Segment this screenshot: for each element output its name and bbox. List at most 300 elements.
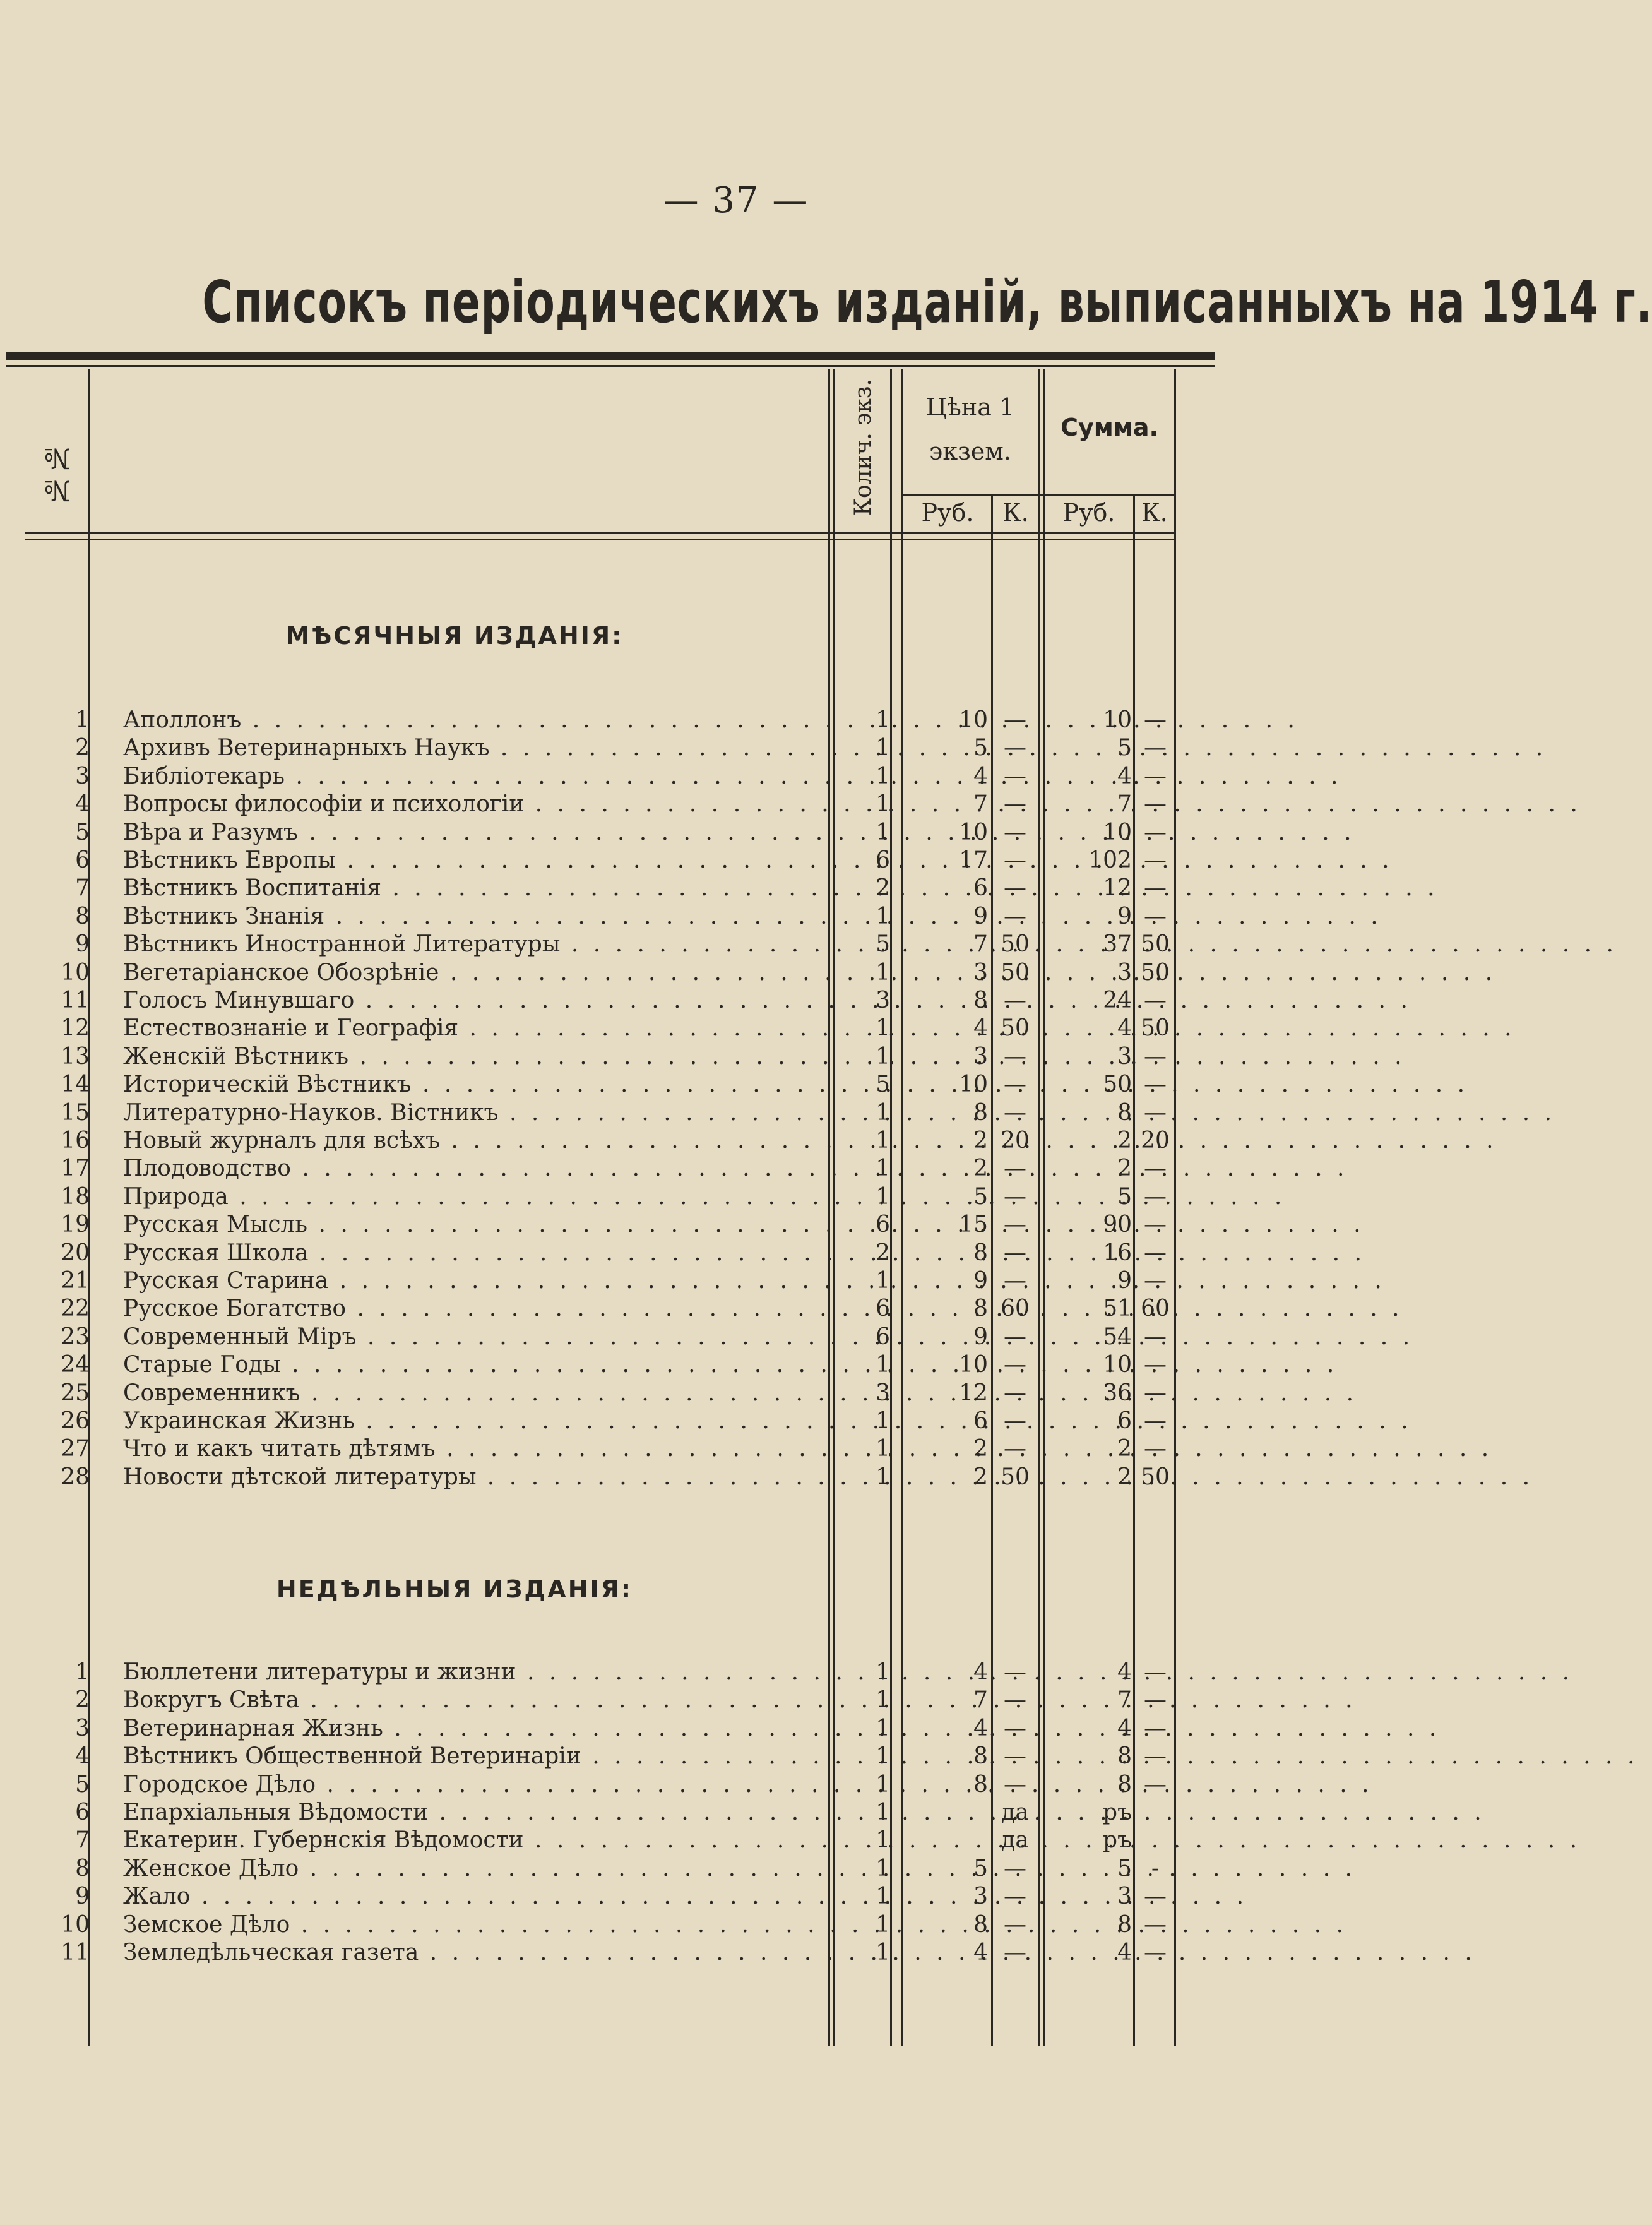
- table-row: [0, 763, 1199, 790]
- sum-kop: —: [1144, 1071, 1167, 1098]
- row-number: 25: [61, 1380, 90, 1406]
- row-number: 15: [61, 1099, 90, 1126]
- sum-rub: 24: [1103, 987, 1132, 1013]
- sum-rub: 5: [1117, 1183, 1132, 1210]
- price-rub: 7: [973, 1687, 988, 1714]
- price-kop: —: [1004, 1687, 1026, 1714]
- price-rub: 9: [973, 1323, 988, 1350]
- publication-name: Естествознаніе и Географія . . .: [123, 1015, 811, 1042]
- sum-kop: —: [1144, 707, 1167, 733]
- quantity: 1: [876, 903, 890, 929]
- price-rub: 4: [973, 1659, 988, 1685]
- price-kop: да: [1001, 1799, 1029, 1825]
- sum-rub: 3: [1117, 1043, 1132, 1070]
- publication-name: Что и какъ читать дѣтямъ . . .: [123, 1435, 811, 1463]
- publication-name: Вѣстникъ Европы . . .: [123, 847, 811, 874]
- header-subrule: [901, 494, 1174, 496]
- sum-kop: —: [1144, 1323, 1167, 1350]
- sum-rub: 6: [1117, 1408, 1132, 1434]
- table-row: [0, 1827, 1199, 1854]
- publication-name: Ветеринарная Жизнь . . .: [123, 1715, 811, 1743]
- price-kop: —: [1004, 1883, 1026, 1910]
- quantity: 1: [876, 1883, 890, 1910]
- sum-kop: —: [1144, 735, 1167, 761]
- row-number: 6: [75, 847, 90, 873]
- row-number: 7: [75, 1827, 90, 1854]
- price-rub: 5: [973, 735, 988, 761]
- sum-kop: 20: [1141, 1128, 1170, 1154]
- table-row: [0, 931, 1199, 958]
- price-rub: 9: [973, 1268, 988, 1294]
- quantity: 3: [876, 1380, 890, 1406]
- price-kop: —: [1004, 1071, 1026, 1098]
- price-kop: —: [1004, 1352, 1026, 1378]
- price-rub: 8: [973, 1911, 988, 1938]
- publication-name: Русская Старина . . .: [123, 1267, 811, 1295]
- sum-rub: 9: [1117, 903, 1132, 929]
- row-number: 8: [75, 1855, 90, 1882]
- publication-name: Природа . . .: [123, 1183, 811, 1211]
- publication-name: Старые Годы . . .: [123, 1351, 811, 1379]
- table-row: [0, 734, 1199, 762]
- quantity: 1: [876, 1268, 890, 1294]
- sum-rub: 4: [1117, 763, 1132, 789]
- price-rub: 8: [973, 1296, 988, 1322]
- publication-name: Плодоводство . . .: [123, 1155, 811, 1183]
- price-rub: 2: [973, 1128, 988, 1154]
- quantity: 1: [876, 707, 890, 733]
- table-row: [0, 1295, 1199, 1323]
- table-row: [0, 1771, 1199, 1799]
- table-row: [0, 959, 1199, 987]
- quantity: 1: [876, 1911, 890, 1938]
- quantity: 1: [876, 735, 890, 761]
- sum-kop: —: [1144, 1436, 1167, 1462]
- sum-rub: 3: [1117, 959, 1132, 986]
- sum-kop: 50: [1141, 931, 1170, 958]
- publication-name: Екатерин. Губернскія Вѣдомости . . .: [123, 1827, 811, 1854]
- table-row: [0, 1435, 1199, 1463]
- publication-name: Вегетаріанское Обозрѣніе . . .: [123, 959, 811, 987]
- price-rub: 10: [959, 707, 988, 733]
- row-number: 13: [61, 1043, 90, 1070]
- sum-kop: —: [1144, 819, 1167, 845]
- sum-kop: —: [1144, 1659, 1167, 1685]
- sum-rub: 8: [1117, 1911, 1132, 1938]
- header-price-kop: К.: [1002, 499, 1029, 527]
- publication-name: Вѣстникъ Иностранной Литературы . . .: [123, 931, 811, 958]
- price-rub: 2: [973, 1155, 988, 1182]
- row-number: 2: [75, 735, 90, 761]
- price-kop: —: [1004, 763, 1026, 789]
- price-rub: 12: [959, 1380, 988, 1406]
- row-number: 28: [61, 1464, 90, 1490]
- sum-rub: 10: [1103, 707, 1132, 733]
- price-kop: —: [1004, 1099, 1026, 1126]
- sum-kop: —: [1144, 1940, 1167, 1966]
- page-number: — 37 —: [663, 180, 809, 221]
- table-row: [0, 1743, 1199, 1770]
- table-row: [0, 1211, 1199, 1239]
- row-number: 12: [61, 1015, 90, 1042]
- publication-name: Вѣстникъ Воспитанія . . .: [123, 874, 811, 902]
- quantity: 1: [876, 1715, 890, 1741]
- table-row: [0, 1071, 1199, 1099]
- table-row: [0, 1099, 1199, 1127]
- price-kop: —: [1004, 1659, 1026, 1685]
- row-number: 5: [75, 819, 90, 845]
- price-kop: —: [1004, 1940, 1026, 1966]
- price-kop: —: [1004, 1408, 1026, 1434]
- table-row: [0, 819, 1199, 847]
- table-row: [0, 1715, 1199, 1743]
- sum-rub: ръ: [1103, 1799, 1132, 1825]
- quantity: 1: [876, 819, 890, 845]
- price-kop: —: [1004, 1715, 1026, 1741]
- row-number: 26: [61, 1408, 90, 1434]
- sum-rub: 51: [1103, 1296, 1132, 1322]
- sum-kop: —: [1144, 1408, 1167, 1434]
- table-row: [0, 1183, 1199, 1211]
- quantity: 1: [876, 1659, 890, 1685]
- quantity: 1: [876, 1855, 890, 1882]
- table-row: [0, 1267, 1199, 1295]
- sum-kop: —: [1144, 1155, 1167, 1182]
- sum-kop: —: [1144, 763, 1167, 789]
- price-rub: 2: [973, 1464, 988, 1490]
- publication-name: Вѣстникъ Знанія . . .: [123, 903, 811, 931]
- quantity: 1: [876, 1043, 890, 1070]
- sum-kop: —: [1144, 1043, 1167, 1070]
- publication-name: Епархіальныя Вѣдомости . . .: [123, 1799, 811, 1827]
- sum-kop: —: [1144, 1268, 1167, 1294]
- table-row: [0, 1015, 1199, 1042]
- quantity: 1: [876, 1183, 890, 1210]
- quantity: 5: [876, 931, 890, 958]
- price-kop: да: [1001, 1827, 1029, 1854]
- publication-name: Архивъ Ветеринарныхъ Наукъ . . .: [123, 734, 811, 762]
- table-row: [0, 1464, 1199, 1491]
- price-kop: 20: [1001, 1128, 1030, 1154]
- table-row: [0, 874, 1199, 902]
- sum-rub: 4: [1117, 1940, 1132, 1966]
- price-kop: —: [1004, 1212, 1026, 1238]
- sum-rub: 2: [1117, 1128, 1132, 1154]
- sum-kop: —: [1144, 1352, 1167, 1378]
- header-bottom-rule: [25, 532, 1174, 534]
- table-row: [0, 1911, 1199, 1939]
- price-rub: 8: [973, 1099, 988, 1126]
- price-kop: —: [1004, 1239, 1026, 1266]
- price-kop: —: [1004, 735, 1026, 761]
- table-row: [0, 1407, 1199, 1435]
- table-row: [0, 987, 1199, 1015]
- sum-kop: —: [1144, 987, 1167, 1013]
- price-rub: 4: [973, 1715, 988, 1741]
- quantity: 1: [876, 1015, 890, 1042]
- publication-name: Русская Мысль . . .: [123, 1211, 811, 1239]
- sum-kop: —: [1144, 903, 1167, 929]
- quantity: 1: [876, 1743, 890, 1770]
- price-rub: 5: [973, 1855, 988, 1882]
- price-kop: —: [1004, 1183, 1026, 1210]
- sum-rub: 12: [1103, 875, 1132, 902]
- publication-name: Бюллетени литературы и жизни . . .: [123, 1659, 811, 1686]
- row-number: 21: [61, 1268, 90, 1294]
- section-heading-monthly: МѢСЯЧНЫЯ ИЗДАНІЯ:: [285, 622, 624, 650]
- sum-rub: 4: [1117, 1015, 1132, 1042]
- publication-name: Вѣра и Разумъ . . .: [123, 819, 811, 847]
- table-row: [0, 1855, 1199, 1883]
- sum-kop: —: [1144, 1687, 1167, 1714]
- header-sum: Сумма.: [1061, 414, 1158, 441]
- price-kop: —: [1004, 847, 1026, 873]
- quantity: 1: [876, 763, 890, 789]
- row-number: 9: [75, 931, 90, 958]
- publication-name: Библіотекарь . . .: [123, 763, 811, 790]
- publication-name: Новости дѣтской литературы . . .: [123, 1464, 811, 1491]
- sum-kop: —: [1144, 1239, 1167, 1266]
- publication-name: Историческій Вѣстникъ . . .: [123, 1071, 811, 1099]
- row-number: 10: [61, 959, 90, 986]
- row-number: 20: [61, 1239, 90, 1266]
- price-rub: 6: [973, 1408, 988, 1434]
- sum-kop: —: [1144, 1911, 1167, 1938]
- price-rub: 17: [959, 847, 988, 873]
- table-row: [0, 1686, 1199, 1714]
- sum-kop: —: [1144, 875, 1167, 902]
- row-number: 10: [61, 1911, 90, 1938]
- publication-name: Украинская Жизнь . . .: [123, 1407, 811, 1435]
- quantity: 1: [876, 1687, 890, 1714]
- sum-kop: 50: [1141, 1015, 1170, 1042]
- price-kop: 50: [1001, 959, 1030, 986]
- row-number: 22: [61, 1296, 90, 1322]
- quantity: 6: [876, 1323, 890, 1350]
- price-rub: 10: [959, 819, 988, 845]
- price-rub: 8: [973, 1771, 988, 1798]
- sum-rub: 9: [1117, 1268, 1132, 1294]
- price-rub: 2: [973, 1436, 988, 1462]
- table-row: [0, 903, 1199, 931]
- price-kop: —: [1004, 1268, 1026, 1294]
- sum-kop: —: [1144, 1099, 1167, 1126]
- sum-kop: —: [1144, 1743, 1167, 1770]
- row-number: 3: [75, 1715, 90, 1741]
- header-price-rub: Руб.: [921, 499, 974, 527]
- table-row: [0, 1883, 1199, 1911]
- price-rub: 4: [973, 1015, 988, 1042]
- sum-rub: 2: [1117, 1436, 1132, 1462]
- quantity: 1: [876, 791, 890, 818]
- quantity: 1: [876, 1128, 890, 1154]
- publication-name: Вокругъ Свѣта . . .: [123, 1686, 811, 1714]
- row-number: 14: [61, 1071, 90, 1098]
- sum-rub: 16: [1103, 1239, 1132, 1266]
- price-rub: 10: [959, 1352, 988, 1378]
- price-kop: 50: [1001, 1015, 1030, 1042]
- publication-name: Современникъ . . .: [123, 1380, 811, 1407]
- header-price: Цѣна 1 экзем.: [925, 393, 1015, 465]
- price-rub: 8: [973, 987, 988, 1013]
- section-heading-weekly: НЕДѢЛЬНЫЯ ИЗДАНІЯ:: [276, 1575, 633, 1603]
- header-sum-kop: К.: [1141, 499, 1168, 527]
- quantity: 1: [876, 1940, 890, 1966]
- price-kop: 50: [1001, 931, 1030, 958]
- quantity: 6: [876, 1212, 890, 1238]
- quantity: 1: [876, 1155, 890, 1182]
- quantity: 1: [876, 1799, 890, 1825]
- title-rule-thin: [6, 365, 1215, 367]
- row-number: 11: [61, 1940, 90, 1966]
- header-num: №№: [40, 442, 73, 506]
- sum-kop: —: [1144, 1771, 1167, 1798]
- table-row: [0, 1323, 1199, 1351]
- row-number: 16: [61, 1128, 90, 1154]
- row-number: 11: [61, 987, 90, 1013]
- price-rub: 10: [959, 1071, 988, 1098]
- sum-rub: 37: [1103, 931, 1132, 958]
- sum-rub: 102: [1088, 847, 1132, 873]
- price-rub: 7: [973, 791, 988, 818]
- price-rub: 3: [973, 959, 988, 986]
- publication-name: Голосъ Минувшаго . . .: [123, 987, 811, 1015]
- publication-name: Русское Богатство . . .: [123, 1295, 811, 1323]
- price-kop: —: [1004, 819, 1026, 845]
- sum-rub: 5: [1117, 1855, 1132, 1882]
- price-kop: —: [1004, 1855, 1026, 1882]
- row-number: 8: [75, 903, 90, 929]
- price-kop: —: [1004, 1043, 1026, 1070]
- table-row: [0, 1659, 1199, 1686]
- row-number: 17: [61, 1155, 90, 1182]
- sum-kop: —: [1144, 1183, 1167, 1210]
- row-number: 19: [61, 1212, 90, 1238]
- quantity: 1: [876, 1464, 890, 1490]
- price-kop: —: [1004, 707, 1026, 733]
- price-kop: —: [1004, 903, 1026, 929]
- title-rule-thick: [6, 352, 1215, 360]
- publication-name: Женскій Вѣстникъ . . .: [123, 1043, 811, 1071]
- price-kop: —: [1004, 1911, 1026, 1938]
- row-number: 24: [61, 1352, 90, 1378]
- price-rub: 8: [973, 1743, 988, 1770]
- quantity: 2: [876, 1239, 890, 1266]
- quantity: 1: [876, 1408, 890, 1434]
- price-kop: 50: [1001, 1464, 1030, 1490]
- quantity: 1: [876, 1771, 890, 1798]
- sum-kop: 50: [1141, 959, 1170, 986]
- price-rub: 15: [959, 1212, 988, 1238]
- price-kop: —: [1004, 1155, 1026, 1182]
- sum-kop: -: [1151, 1855, 1160, 1882]
- price-rub: 4: [973, 763, 988, 789]
- sum-rub: 7: [1117, 791, 1132, 818]
- sum-rub: 7: [1117, 1687, 1132, 1714]
- row-number: 2: [75, 1687, 90, 1714]
- table-row: [0, 1939, 1199, 1967]
- sum-rub: 8: [1117, 1771, 1132, 1798]
- price-rub: 6: [973, 875, 988, 902]
- header-sum-rub: Руб.: [1062, 499, 1115, 527]
- price-kop: —: [1004, 1743, 1026, 1770]
- table-row: [0, 1380, 1199, 1407]
- row-number: 5: [75, 1771, 90, 1798]
- quantity: 5: [876, 1071, 890, 1098]
- price-kop: —: [1004, 987, 1026, 1013]
- quantity: 3: [876, 987, 890, 1013]
- price-rub: 9: [973, 903, 988, 929]
- table-row: [0, 1799, 1199, 1827]
- publication-name: Аполлонъ . . .: [123, 707, 811, 734]
- header-qty: Колич. экз.: [850, 379, 876, 516]
- price-kop: 60: [1001, 1296, 1030, 1322]
- sum-kop: —: [1144, 791, 1167, 818]
- page-title: Списокъ періодическихъ изданій, выписанныхъ на 1914 г.: [202, 268, 1652, 336]
- price-kop: —: [1004, 791, 1026, 818]
- table-row: [0, 1351, 1199, 1379]
- quantity: 1: [876, 1352, 890, 1378]
- table-row: [0, 1127, 1199, 1155]
- table-row: [0, 1043, 1199, 1071]
- sum-kop: 60: [1141, 1296, 1170, 1322]
- publication-name: Женское Дѣло . . .: [123, 1855, 811, 1883]
- price-rub: 3: [973, 1043, 988, 1070]
- sum-rub: 8: [1117, 1743, 1132, 1770]
- row-number: 1: [75, 1659, 90, 1685]
- row-number: 6: [75, 1799, 90, 1825]
- row-number: 27: [61, 1436, 90, 1462]
- row-number: 7: [75, 875, 90, 902]
- sum-rub: 90: [1103, 1212, 1132, 1238]
- publication-name: Литературно-Науков. Вістникъ . . .: [123, 1099, 811, 1127]
- price-kop: —: [1004, 1436, 1026, 1462]
- table-row: [0, 1155, 1199, 1183]
- publication-name: Русская Школа . . .: [123, 1239, 811, 1267]
- sum-rub: 8: [1117, 1099, 1132, 1126]
- publication-name: Современный Міръ . . .: [123, 1323, 811, 1351]
- row-number: 1: [75, 707, 90, 733]
- sum-rub: 4: [1117, 1715, 1132, 1741]
- price-kop: —: [1004, 1771, 1026, 1798]
- table-row: [0, 1239, 1199, 1267]
- row-number: 18: [61, 1183, 90, 1210]
- sum-rub: 3: [1117, 1883, 1132, 1910]
- row-number: 9: [75, 1883, 90, 1910]
- publication-name: Новый журналъ для всѣхъ . . .: [123, 1127, 811, 1155]
- sum-kop: —: [1144, 1380, 1167, 1406]
- publication-name: Вѣстникъ Общественной Ветеринаріи . . .: [123, 1743, 811, 1770]
- price-rub: 4: [973, 1940, 988, 1966]
- table-row: [0, 707, 1199, 734]
- quantity: 6: [876, 847, 890, 873]
- sum-rub: 2: [1117, 1155, 1132, 1182]
- quantity: 1: [876, 1827, 890, 1854]
- row-number: 4: [75, 791, 90, 818]
- price-rub: 7: [973, 931, 988, 958]
- price-kop: —: [1004, 1323, 1026, 1350]
- sum-rub: 50: [1103, 1071, 1132, 1098]
- sum-rub: 5: [1117, 735, 1132, 761]
- quantity: 1: [876, 1099, 890, 1126]
- header-bottom-rule-2: [25, 539, 1174, 540]
- row-number: 4: [75, 1743, 90, 1770]
- quantity: 1: [876, 1436, 890, 1462]
- sum-rub: 4: [1117, 1659, 1132, 1685]
- publication-name: Земледѣльческая газета . . .: [123, 1939, 811, 1967]
- publication-name: Городское Дѣло . . .: [123, 1771, 811, 1799]
- price-kop: —: [1004, 875, 1026, 902]
